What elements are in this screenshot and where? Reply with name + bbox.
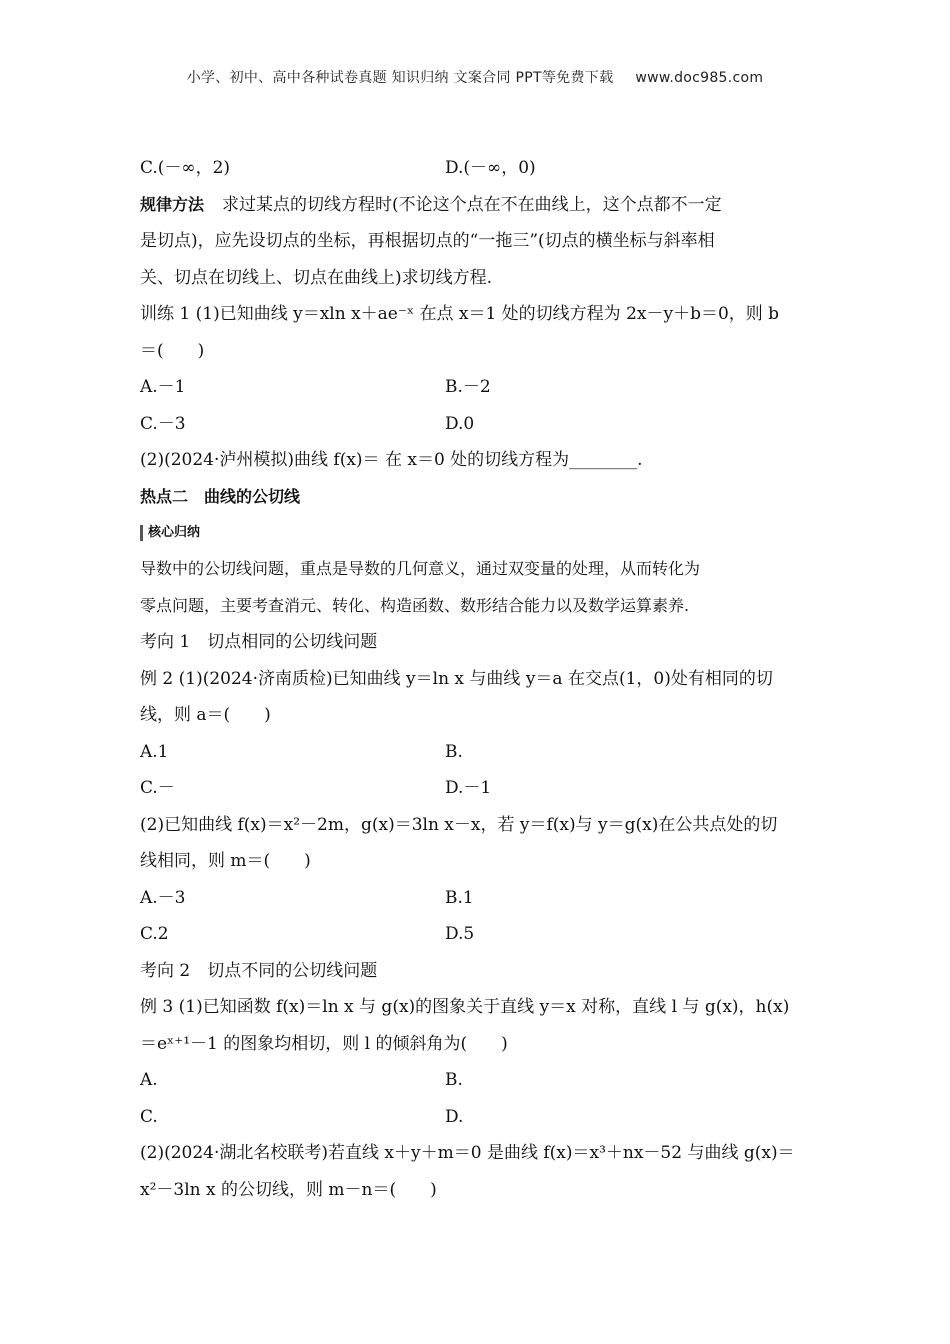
option-d: D.5 [445, 924, 475, 944]
example-2-1-line-b: 线，则 a＝( ) [140, 705, 271, 725]
options-row [140, 369, 812, 406]
example-2-2-line-a: (2)已知曲线 f(x)＝x²－2m，g(x)＝3ln x－x，若 y＝f(x)与 y＝g(x)在公共点处的切 [140, 814, 778, 835]
option-c: C.－3 [140, 413, 186, 434]
option-c: C.(－∞，2) [140, 158, 231, 178]
option-c: C. [140, 1106, 158, 1127]
method-line-1 [140, 187, 812, 224]
method-text-1: 求过某点的切线方程时(不论这个点在不在曲线上，这个点都不一定 [222, 194, 722, 215]
options-row [140, 406, 812, 443]
method-line-2: 是切点)，应先设切点的坐标，再根据切点的“一拖三”(切点的横坐标与斜率相 [140, 231, 715, 251]
option-b: B. [445, 1070, 463, 1090]
document-body [140, 150, 812, 1208]
training-1-line-b: ＝( ) [140, 340, 205, 361]
header-text: 小学、初中、高中各种试卷真题 知识归纳 文案合同 PPT等免费下载 [186, 70, 614, 86]
option-c: C.－ [140, 778, 175, 798]
option-a: A. [140, 1070, 158, 1090]
option-b: B.－2 [445, 377, 491, 397]
option-a: A.－3 [140, 887, 186, 908]
example-2-1-line-a: 例 2 (1)(2024·济南质检)已知曲线 y＝ln x 与曲线 y＝a 在交点(1，0)处有相同的切 [140, 668, 773, 689]
option-c: C.2 [140, 924, 169, 944]
training-1-line-a: 训练 1 (1)已知曲线 y＝xln x＋ae⁻ˣ 在点 x＝1 处的切线方程为 2x－y＋b＝0，则 b [140, 304, 780, 324]
option-d: D.－1 [445, 778, 492, 798]
example-3-1-line-b: ＝eˣ⁺¹－1 的图象均相切，则 l 的倾斜角为( ) [140, 1033, 508, 1054]
option-a: A.－1 [140, 377, 186, 397]
example-3-1-line-a: 例 3 (1)已知函数 f(x)＝ln x 与 g(x)的图象关于直线 y＝x 对称，直线 l 与 g(x)，h(x) [140, 997, 790, 1017]
options-row [140, 770, 812, 807]
options-row [140, 150, 812, 187]
page-header [0, 67, 950, 87]
core-summary-title: 核心归纳 [140, 525, 812, 541]
hot-point-title: 热点二 曲线的公切线 [140, 486, 301, 506]
options-row [140, 916, 812, 953]
direction-2-title: 考向 2 切点不同的公切线问题 [140, 960, 378, 981]
direction-1-title: 考向 1 切点相同的公切线问题 [140, 632, 378, 652]
header-site: www.doc985.com [635, 70, 764, 86]
training-2-line: (2)(2024·泸州模拟)曲线 f(x)＝ 在 x＝0 处的切线方程为________. [140, 450, 643, 470]
options-row [140, 734, 812, 771]
option-a: A.1 [140, 741, 169, 762]
core-summary-line-1: 导数中的公切线问题，重点是导数的几何意义，通过双变量的处理，从而转化为 [140, 559, 701, 578]
core-summary-line-2: 零点问题，主要考查消元、转化、构造函数、数形结合能力以及数学运算素养. [140, 595, 690, 615]
option-b: B. [445, 741, 463, 762]
option-d: D. [445, 1106, 464, 1127]
method-label: 规律方法 [140, 194, 205, 214]
example-3-2-line-a: (2)(2024·湖北名校联考)若直线 x＋y＋m＝0 是曲线 f(x)＝x³＋nx－52 与曲线 g(x)＝ [140, 1143, 795, 1163]
options-row [140, 1062, 812, 1099]
options-row [140, 880, 812, 917]
example-3-2-line-b: x²－3ln x 的公切线，则 m－n＝( ) [140, 1179, 437, 1200]
method-line-3: 关、切点在切线上、切点在曲线上)求切线方程. [140, 267, 493, 288]
option-d: D.(－∞，0) [445, 158, 536, 178]
options-row [140, 1099, 812, 1136]
option-b: B.1 [445, 887, 474, 908]
option-d: D.0 [445, 413, 475, 434]
example-2-2-line-b: 线相同，则 m＝( ) [140, 851, 311, 871]
